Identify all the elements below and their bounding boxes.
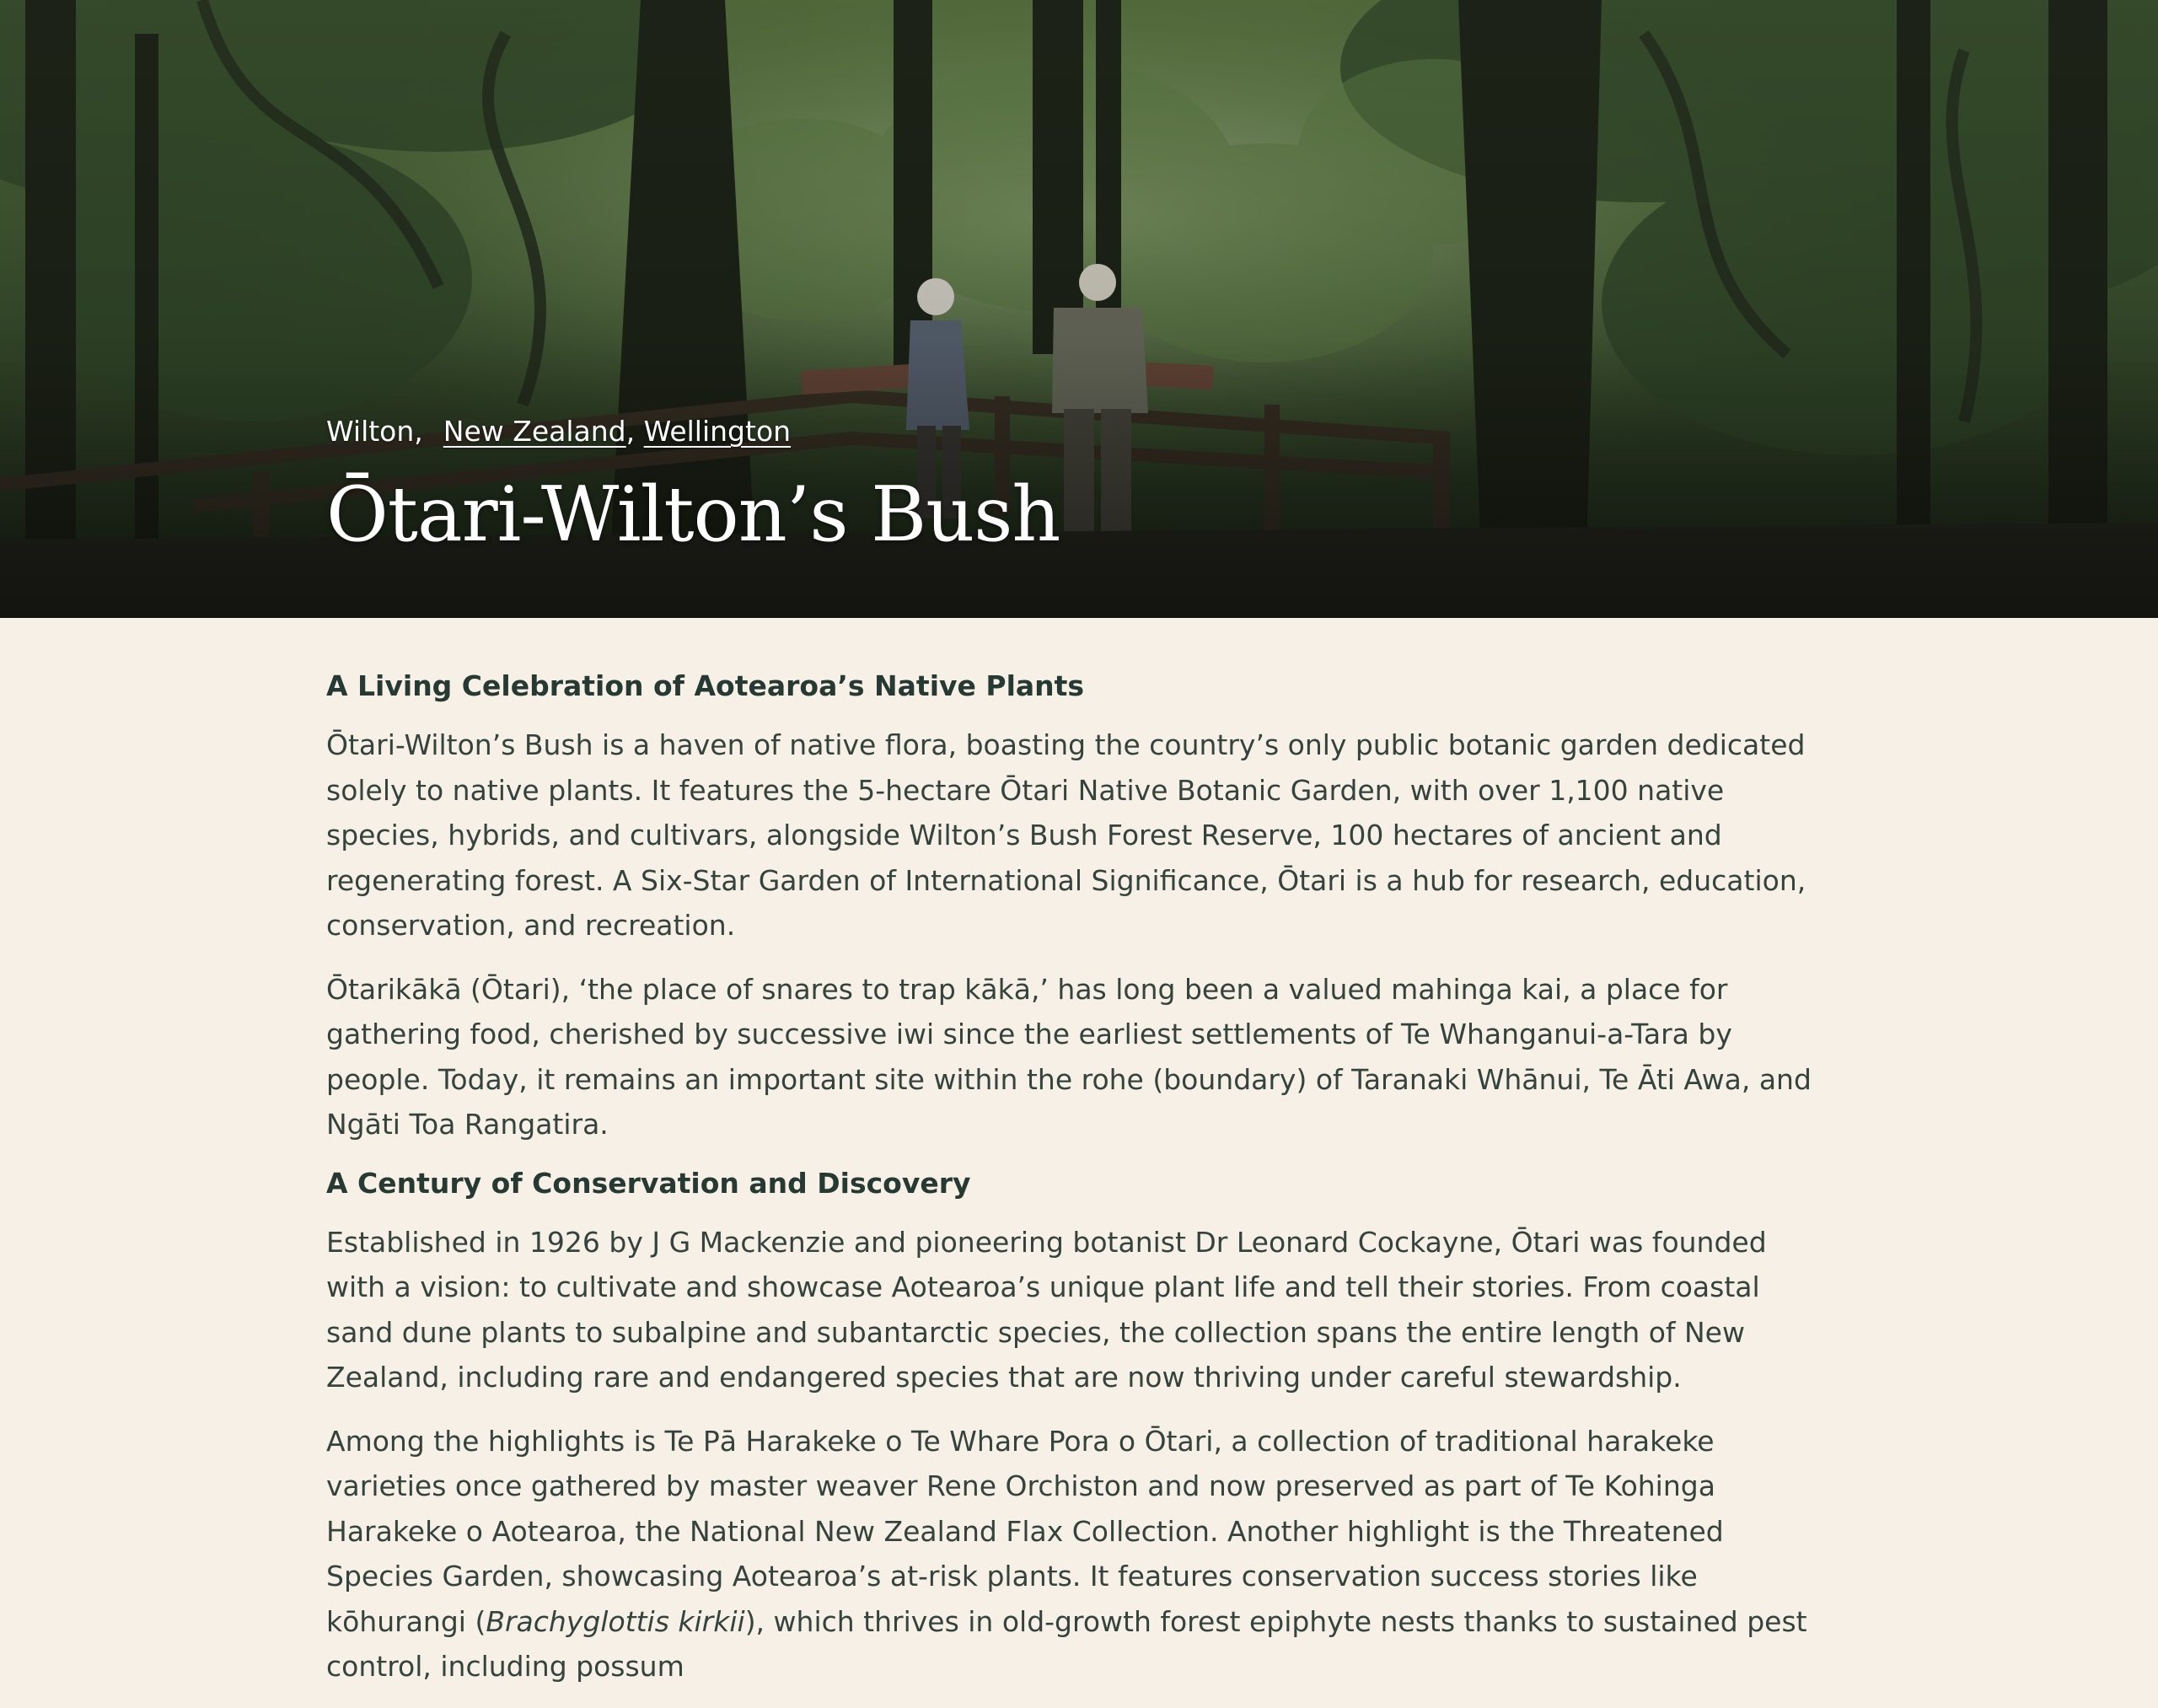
breadcrumb-separator: ,	[625, 415, 636, 448]
page-title: Ōtari-Wilton’s Bush	[326, 470, 1060, 559]
paragraph-intro: Ōtari-Wilton’s Bush is a haven of native flora, boasting the country’s only public botanic garden dedicated solely to native plants. It features the 5-hectare Ōtari Native Botanic Garden, with over 1,100 native species, hybrids, and cultivars, alongside Wilton’s Bush Forest Reserve, 100 hectares of ancient and regenerating forest. A Six-Star Garden of International Significance, Ōtari is a hub for research, education, conservation, and recreation.	[326, 728, 1806, 942]
article-body	[326, 669, 1827, 1708]
hero-forest-image	[0, 0, 2158, 618]
hero-text	[326, 410, 1060, 561]
breadcrumb-location: Wilton,	[326, 415, 423, 448]
paragraph-highlights	[326, 1419, 1827, 1689]
species-name: Brachyglottis kirkii	[486, 1604, 745, 1638]
paragraph-otarikaka: Ōtarikākā (Ōtari), ‘the place of snares to trap kākā,’ has long been a valued mahinga kai, a place for gathering food, cherished by successive iwi since the earliest settlements of Te Whanganui-a-Tara by people. Today, it remains an important site within the rohe (boundary) of Taranaki Whānui, Te Āti Awa, and Ngāti Toa Rangatira.	[326, 972, 1812, 1141]
highlight-text-after: ), which thrives in old-growth forest epiphyte nests thanks to sustained pest control, including possum	[326, 1604, 1807, 1683]
section-heading-century: A Century of Conservation and Discovery	[326, 1166, 971, 1200]
breadcrumb	[326, 410, 1060, 454]
highlight-text-before: Among the highlights is Te Pā Harakeke o Te Whare Pora o Ōtari, a collection of traditional harakeke varieties once gathered by master weaver Rene Orchiston and now preserved as part of Te Kohinga Harakeke o Aotearoa, the National New Zealand Flax Collection. Another highlight is the Threatened Species Garden, showcasing Aotearoa’s at-risk plants. It features conservation success stories like kōhurangi (	[326, 1424, 1724, 1638]
breadcrumb-link-new-zealand[interactable]: New Zealand	[443, 415, 626, 448]
hero-banner	[0, 0, 2158, 618]
paragraph-established: Established in 1926 by J G Mackenzie and pioneering botanist Dr Leonard Cockayne, Ōtari was founded with a vision: to cultivate and showcase Aotearoa’s unique plant life and tell their stories. From coastal sand dune plants to subalpine and subantarctic species, the collection spans the entire length of New Zealand, including rare and endangered species that are now thriving under careful stewardship.	[326, 1225, 1767, 1394]
breadcrumb-link-wellington[interactable]: Wellington	[643, 415, 792, 448]
section-heading-native-plants: A Living Celebration of Aotearoa’s Native Plants	[326, 669, 1085, 702]
